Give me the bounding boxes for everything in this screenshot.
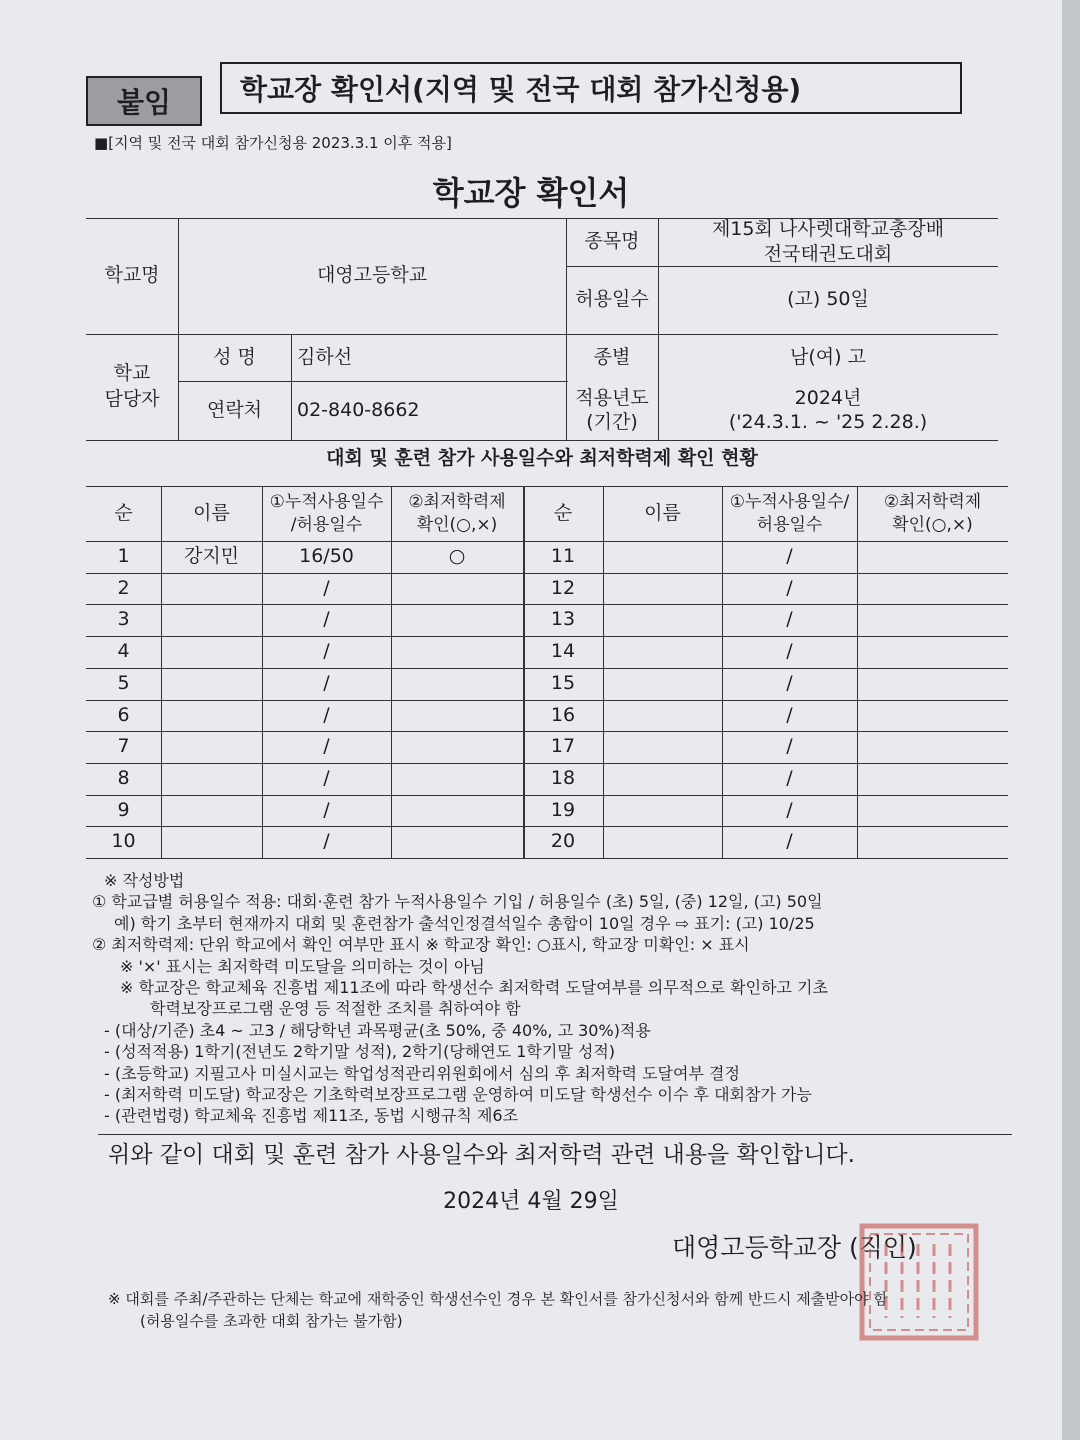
row-name — [603, 826, 722, 858]
row-days: / — [323, 703, 330, 726]
contact-value: 02-840-8662 — [297, 398, 420, 421]
header-no-right: 순 — [553, 501, 573, 524]
note-line: - (최저학력 미도달) 학교장은 기초학력보장프로그램 운영하여 미도달 학생선수 이수 후 대회참가 가능 — [104, 1085, 812, 1105]
note-line: - (초등학교) 지필고사 미실시교는 학업성적관리위원회에서 심의 후 최저학력 도달여부 결정 — [104, 1063, 740, 1083]
year-label-line-1: 적용년도 — [575, 386, 649, 409]
header-days-line-2: /허용일수 — [290, 514, 363, 535]
year-value — [658, 381, 998, 440]
row-number: 2 — [117, 576, 130, 599]
row-name — [161, 731, 262, 763]
row-days: / — [323, 735, 330, 758]
header-name-right: 이름 — [644, 501, 681, 524]
principal-signature-line: 대영고등학교장 (직인) — [672, 1233, 917, 1262]
row-name — [603, 573, 722, 605]
row-name — [161, 763, 262, 795]
row-number: 19 — [550, 798, 576, 821]
header-days — [262, 486, 391, 541]
year-value-line-1: 2024년 — [794, 386, 862, 409]
row-name — [603, 636, 722, 668]
form-title-box: 학교장 확인서(지역 및 전국 대회 참가신청용) — [220, 62, 962, 114]
row-days: 16/50 — [299, 545, 354, 568]
row-name — [161, 700, 262, 732]
row-number: 1 — [117, 545, 130, 568]
manager-label — [86, 334, 178, 440]
allowed-days-label: 허용일수 — [575, 288, 649, 311]
row-check — [857, 636, 1008, 668]
row-check — [857, 731, 1008, 763]
row-check — [857, 541, 1008, 573]
note-line: - (관련법령) 학교체육 진흥법 제11조, 동법 시행규칙 제6조 — [104, 1106, 519, 1126]
gender-value: 남(여) 고 — [790, 345, 866, 368]
row-name — [603, 541, 722, 573]
header-no: 순 — [114, 501, 133, 524]
year-label-line-2: (기간) — [586, 410, 638, 433]
row-name — [161, 826, 262, 858]
note-line: 학력보장프로그램 운영 등 적절한 조치를 취하여야 함 — [150, 999, 521, 1019]
row-days: / — [786, 608, 793, 631]
row-check: ○ — [448, 545, 466, 568]
row-check — [857, 604, 1008, 636]
row-check — [391, 763, 523, 795]
row-check — [857, 668, 1008, 700]
note-line: 예) 학기 초부터 현재까지 대회 및 훈련참가 출석인정결석일수 총합이 10일 경우 ⇨ 표기: (고) 10/25 — [114, 913, 815, 933]
manager-label-line-1: 학교 — [113, 362, 151, 385]
row-number: 20 — [550, 830, 576, 853]
row-name — [161, 573, 262, 605]
year-label — [566, 381, 658, 440]
row-days: / — [786, 766, 793, 789]
row-days: / — [786, 703, 793, 726]
header-days-right-line-2: 허용일수 — [756, 514, 823, 535]
name-value: 김하선 — [297, 345, 353, 368]
attachment-tag: 붙임 — [86, 76, 202, 126]
header-name: 이름 — [193, 501, 230, 524]
row-number: 3 — [117, 608, 130, 631]
divider — [98, 1134, 1012, 1135]
row-number: 5 — [117, 671, 130, 694]
event-line-2: 전국태권도대회 — [763, 243, 893, 265]
row-days: / — [323, 766, 330, 789]
row-name: 강지민 — [183, 545, 240, 568]
row-number: 16 — [550, 703, 576, 726]
row-days: / — [786, 830, 793, 853]
row-number: 4 — [117, 640, 130, 663]
footer-line-2: (허용일수를 초과한 대회 참가는 불가함) — [140, 1312, 403, 1330]
row-name — [161, 604, 262, 636]
row-name — [603, 700, 722, 732]
row-check — [391, 700, 523, 732]
row-number: 14 — [550, 640, 576, 663]
note-line: ② 최저학력제: 단위 학교에서 확인 여부만 표시 ※ 학교장 확인: ○표시, 학교장 미확인: × 표시 — [92, 935, 750, 955]
row-check — [857, 573, 1008, 605]
row-number: 10 — [111, 830, 136, 853]
row-days: / — [323, 640, 330, 663]
note-line: ① 학교급별 허용일수 적용: 대회·훈련 참가 누적사용일수 기입 / 허용일수 (초) 5일, (중) 12일, (고) 50일 — [92, 892, 823, 912]
header-academic — [391, 486, 523, 541]
row-number: 13 — [550, 608, 576, 631]
row-check — [857, 826, 1008, 858]
footer-notice — [108, 1288, 888, 1332]
header-academic-line-2: 확인(○,×) — [416, 514, 498, 535]
row-name — [603, 668, 722, 700]
row-days: / — [323, 608, 330, 631]
row-number: 15 — [550, 671, 576, 694]
school-value: 대영고등학교 — [316, 264, 428, 287]
note-line: ※ '×' 표시는 최저학력 미도달을 의미하는 것이 아님 — [120, 956, 485, 976]
row-name — [161, 795, 262, 827]
event-line-1: 제15회 나사렛대학교총장배 — [711, 218, 945, 241]
row-name — [603, 731, 722, 763]
row-number: 6 — [117, 703, 130, 726]
row-days: / — [786, 671, 793, 694]
row-check — [857, 763, 1008, 795]
row-check — [857, 700, 1008, 732]
row-days: / — [786, 640, 793, 663]
row-number: 8 — [117, 766, 130, 789]
year-value-line-2: ('24.3.1. ~ '25 2.28.) — [728, 410, 928, 433]
section-title: 대회 및 훈련 참가 사용일수와 최저학력제 확인 현황 — [326, 447, 758, 470]
row-days: / — [786, 735, 793, 758]
row-check — [391, 731, 523, 763]
note-line: - (대상/기준) 초4 ~ 고3 / 해당학년 과목평균(초 50%, 중 40%, 고 30%)적용 — [104, 1020, 651, 1040]
row-check — [391, 795, 523, 827]
document-title: 학교장 확인서 — [432, 174, 630, 212]
row-days: / — [786, 545, 793, 568]
row-check — [391, 604, 523, 636]
row-days: / — [323, 671, 330, 694]
name-label: 성 명 — [213, 345, 256, 368]
gender-label: 종별 — [593, 345, 631, 368]
row-check — [391, 573, 523, 605]
contact-label: 연락처 — [206, 398, 263, 421]
header-days-line-1: ①누적사용일수 — [269, 492, 384, 513]
header-days-right — [722, 486, 857, 541]
row-name — [603, 604, 722, 636]
writing-instructions — [92, 870, 1022, 1127]
row-check — [857, 795, 1008, 827]
row-number: 17 — [550, 735, 576, 758]
confirmation-statement: 위와 같이 대회 및 훈련 참가 사용일수와 최저학력 관련 내용을 확인합니다. — [108, 1142, 855, 1168]
header-academic-right — [857, 486, 1008, 541]
applicability-note: ■[지역 및 전국 대회 참가신청용 2023.3.1 이후 적용] — [94, 134, 452, 152]
note-line: - (성적적용) 1학기(전년도 2학기말 성적), 2학기(당해연도 1학기말 성적) — [104, 1042, 616, 1062]
row-name — [161, 668, 262, 700]
row-number: 12 — [550, 576, 576, 599]
row-number: 7 — [117, 735, 130, 758]
header-academic-right-line-1: ②최저학력제 — [883, 492, 982, 513]
row-check — [391, 826, 523, 858]
row-days: / — [323, 798, 330, 821]
row-number: 9 — [117, 798, 130, 821]
row-number: 11 — [550, 545, 576, 568]
row-days: / — [786, 798, 793, 821]
header-days-right-line-1: ①누적사용일수/ — [729, 492, 850, 513]
allowed-days-value: (고) 50일 — [787, 288, 869, 311]
event-value — [658, 218, 998, 266]
event-label: 종목명 — [584, 230, 640, 253]
row-days: / — [323, 576, 330, 599]
school-label: 학교명 — [104, 264, 160, 287]
row-days: / — [786, 576, 793, 599]
note-line: ※ 학교장은 학교체육 진흥법 제11조에 따라 학생선수 최저학력 도달여부를 의무적으로 확인하고 기초 — [120, 978, 828, 998]
note-line: ※ 작성방법 — [104, 871, 185, 890]
footer-line-1: ※ 대회를 주최/주관하는 단체는 학교에 재학중인 학생선수인 경우 본 확인서를 참가신청서와 함께 반드시 제출받아야 함 — [108, 1290, 888, 1308]
row-days: / — [323, 830, 330, 853]
header-academic-right-line-2: 확인(○,×) — [892, 514, 973, 535]
row-name — [161, 636, 262, 668]
row-name — [603, 795, 722, 827]
page-edge-shadow — [1062, 0, 1080, 1440]
row-number: 18 — [550, 766, 576, 789]
row-name — [603, 763, 722, 795]
row-check — [391, 668, 523, 700]
header-academic-line-1: ②최저학력제 — [408, 492, 506, 513]
issue-date: 2024년 4월 29일 — [443, 1189, 619, 1214]
row-check — [391, 636, 523, 668]
manager-label-line-2: 담당자 — [104, 388, 160, 410]
